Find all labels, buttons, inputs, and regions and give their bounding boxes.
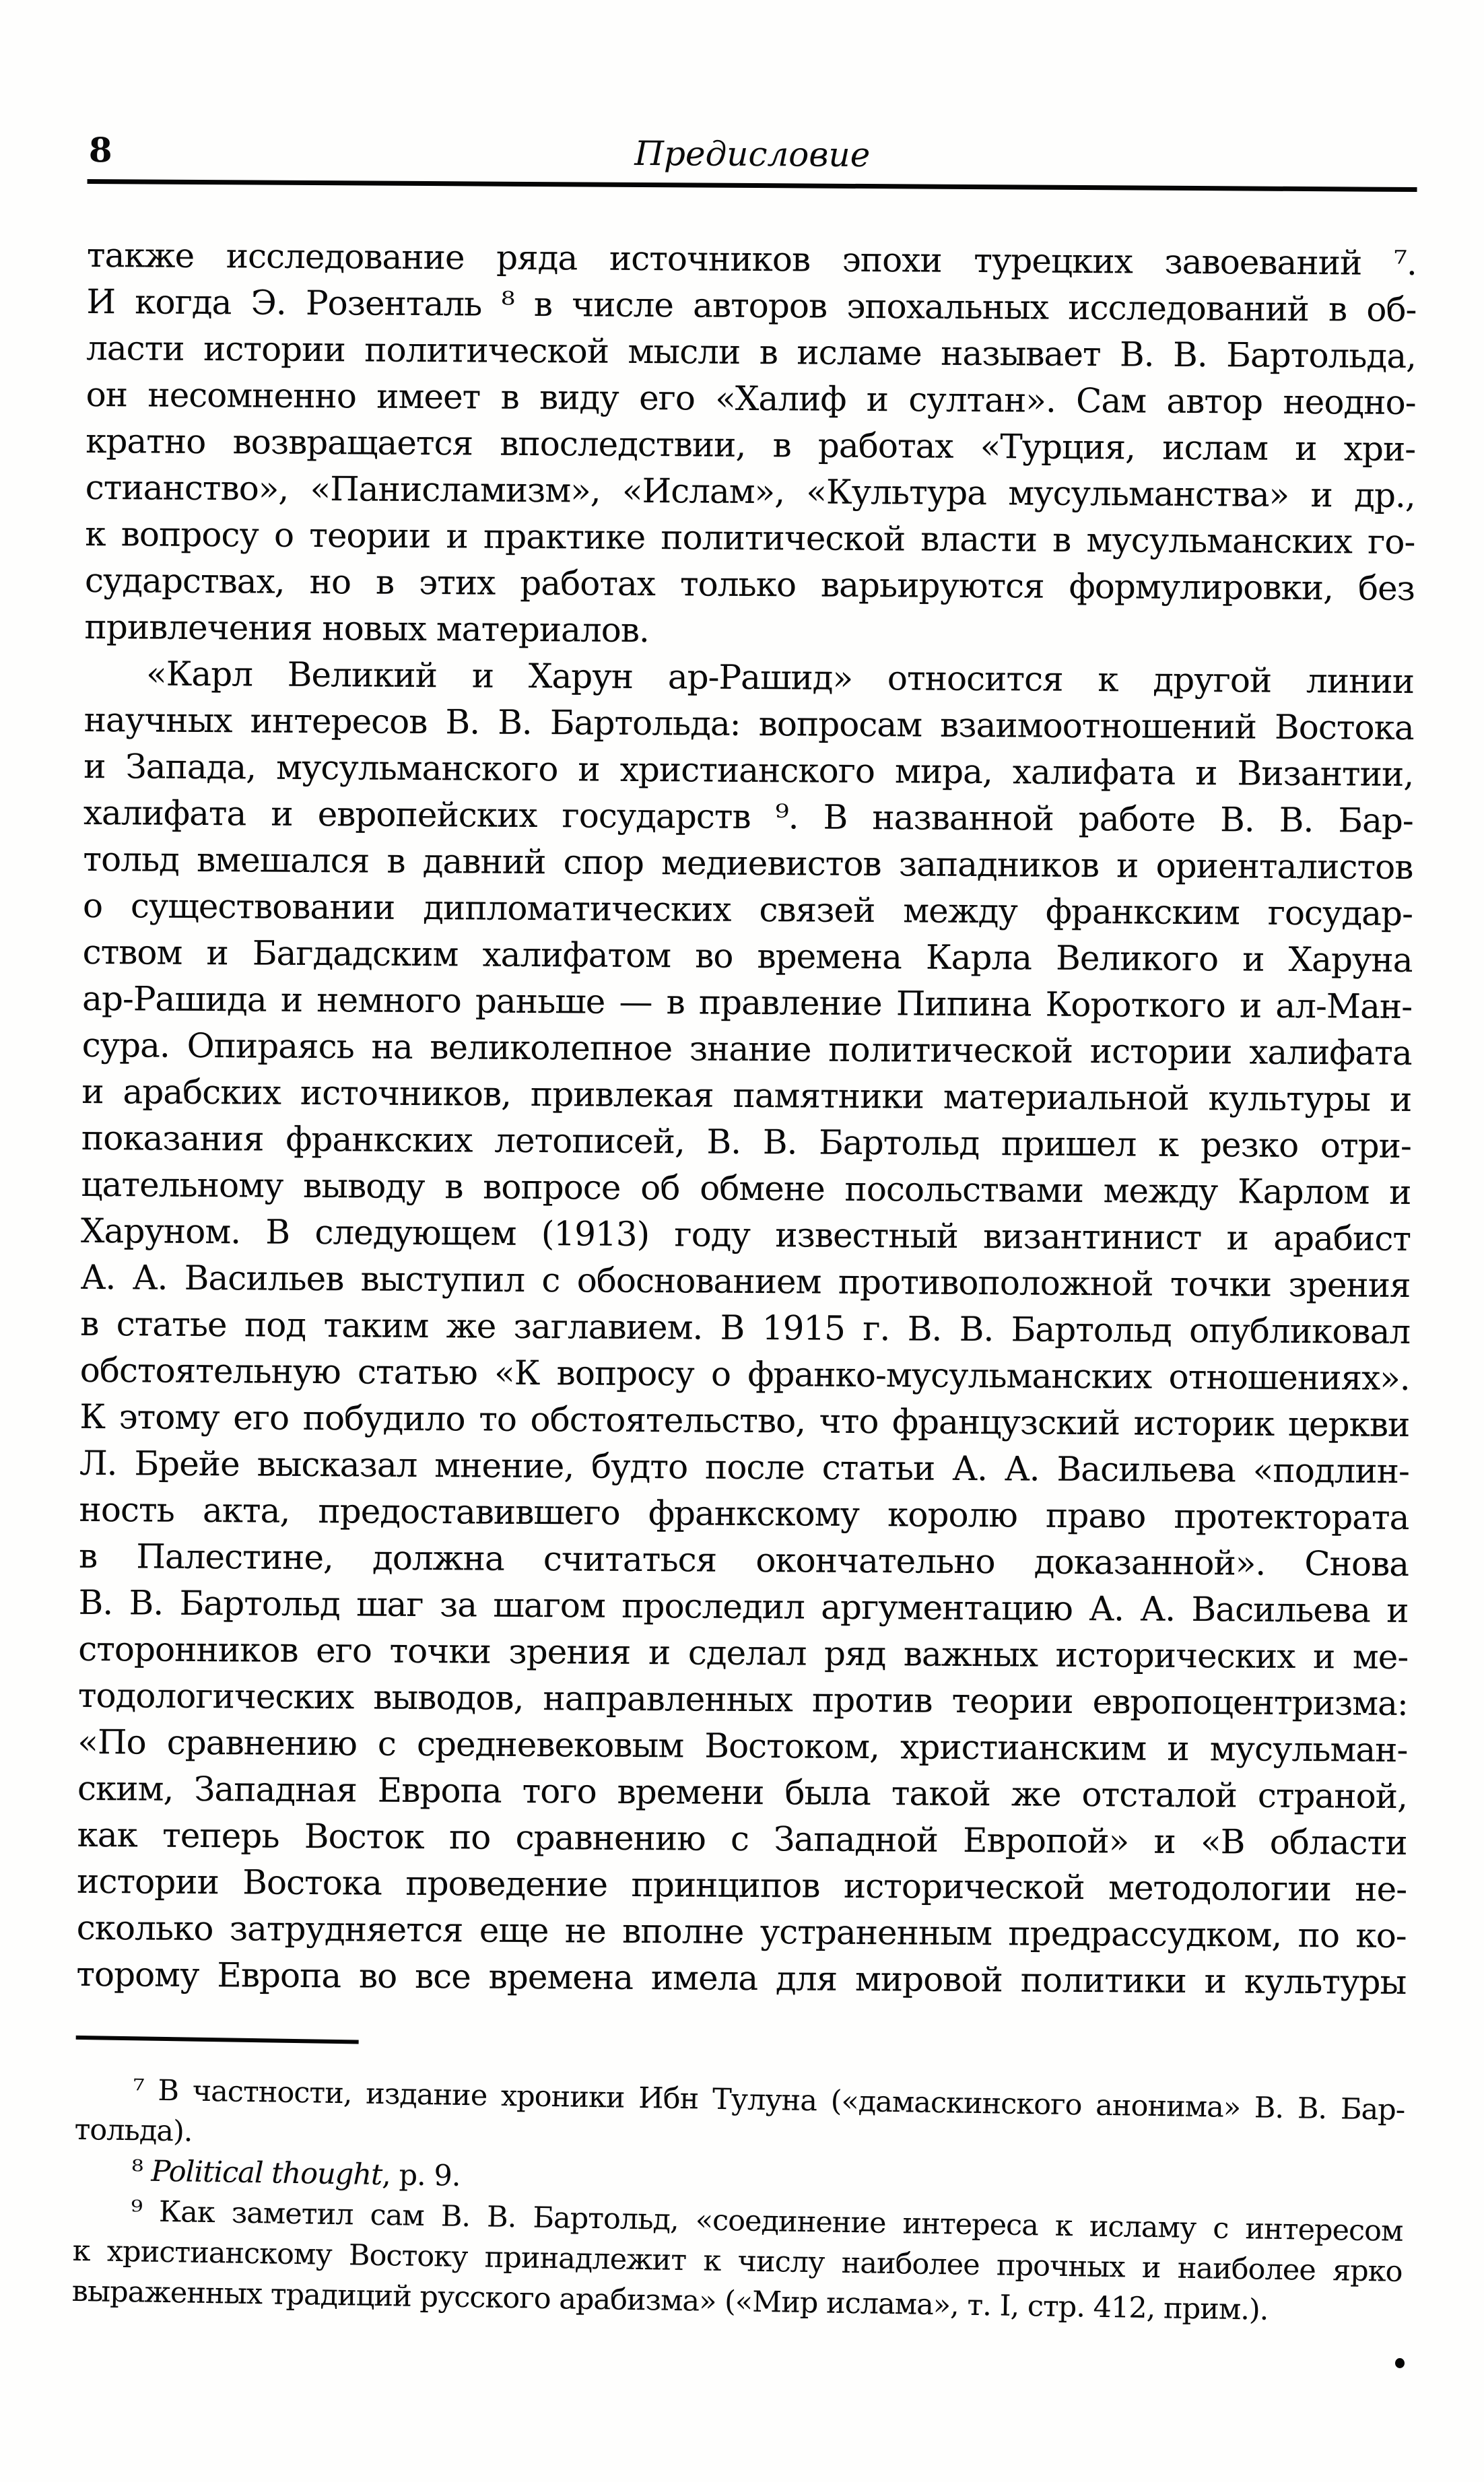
text-line: к вопросу о теории и практике политической власти в мусульманских го- [85, 514, 1415, 562]
text-line: Харуном. В следующем (1913) году известный византинист и арабист [80, 1211, 1411, 1259]
text-line: «По сравнению с средневековым Востоком, христианским и мусульман- [77, 1722, 1408, 1770]
text-line: халифата и европейских государств ⁹. В названной работе В. В. Бар- [83, 793, 1413, 841]
text-line: истории Востока проведение принципов исторической методологии не- [76, 1861, 1407, 1909]
text-line: К этому его побудило то обстоятельство, что французский историк церкви [79, 1397, 1410, 1444]
text-line: ар-Рашида и немного раньше — в правление Пипина Короткого и ал-Ман- [81, 978, 1413, 1027]
text-line: привлечения новых материалов. [84, 607, 650, 650]
text-line: ским, Западная Европа того времени была такой же отсталой страной, [77, 1768, 1408, 1816]
text-line: Л. Брейе высказал мнение, будто после статьи А. А. Васильева «подлин- [79, 1443, 1410, 1491]
footnotes [71, 2036, 1405, 2333]
footnotes-list [71, 2069, 1405, 2333]
text-line: «Карл Великий и Харун ар-Рашид» относится к другой линии [145, 654, 1415, 702]
text-line: показания франкских летописей, В. В. Бартольд пришел к резко отри- [81, 1118, 1412, 1166]
text-line: А. А. Васильев выступил с обоснованием противоположной точки зрения [80, 1257, 1411, 1305]
text-line: тодологических выводов, направленных против теории европоцентризма: [77, 1675, 1408, 1723]
text-line: тольд вмешался в давний спор медиевистов западников и ориенталистов [83, 839, 1413, 887]
text-line: сура. Опираясь на великолепное знание политической истории халифата [81, 1025, 1412, 1073]
text-line: выраженных традиций русского арабизма» («Мир ислама», т. I, стр. 412, прим.). [71, 2274, 1269, 2327]
footnote-separator-rule [76, 2036, 359, 2044]
text-line: сколько затрудняется еще не вполне устраненным предрассудком, по ко- [76, 1908, 1407, 1955]
paragraph [76, 650, 1414, 2006]
text-line: кратно возвращается впоследствии, в работах «Турция, ислам и хри- [86, 421, 1416, 469]
ink-speck [1395, 2358, 1405, 2368]
text-line: В. В. Бартольд шаг за шагом проследил аргументацию А. А. Васильева и [78, 1582, 1409, 1630]
text-line: научных интересов В. В. Бартольда: вопросам взаимоотношений Востока [83, 700, 1414, 748]
text-line: также исследование ряда источников эпохи турецких завоеваний ⁷. [86, 235, 1417, 283]
running-header [88, 131, 1417, 178]
page-number: 8 [88, 129, 112, 170]
text-line: тольда). [74, 2112, 193, 2149]
text-line: ⁹ Как заметил сам В. В. Бартольд, «соединение интереса к исламу с интересом [131, 2194, 1403, 2248]
text-line: торому Европа во все времена имела для мировой политики и культуры [76, 1954, 1407, 2002]
text-line: к христианскому Востоку принадлежит к числу наиболее прочных и наиболее ярко [72, 2234, 1403, 2289]
text-line: как теперь Восток по сравнению с Западной Европой» и «В области [77, 1815, 1407, 1863]
text-segment: , p. 9. [381, 2158, 461, 2193]
text-line: в статье под таким же заглавием. В 1915 г. В. В. Бартольд опубликовал [80, 1304, 1411, 1351]
text-line: ⁷ В частности, издание хроники Ибн Тулуна («дамаскинского анонима» В. В. Бар- [133, 2073, 1405, 2127]
text-segment: ⁸ [131, 2154, 151, 2188]
text-line: он несомненно имеет в виду его «Халиф и султан». Сам автор неодно- [86, 374, 1416, 423]
italic-text-segment: Political thought [151, 2154, 382, 2192]
text-line: стианство», «Панисламизм», «Ислам», «Культура мусульманства» и др., [85, 467, 1415, 516]
text-line: ством и Багдадским халифатом во времена Карла Великого и Харуна [82, 932, 1413, 980]
text-line: И когда Э. Розенталь ⁸ в числе авторов эпохальных исследований в об- [86, 281, 1417, 330]
paragraph [84, 232, 1417, 659]
text-line: цательному выводу в вопросе об обмене посольствами между Карлом и [81, 1164, 1411, 1213]
running-header-title: Предисловие [634, 133, 871, 175]
text-line: ласти истории политической мысли в исламе называет В. В. Бартольда, [86, 328, 1417, 376]
text-line: в Палестине, должна считаться окончательно доказанной». Снова [78, 1536, 1409, 1584]
text-line: сторонников его точки зрения и сделал ряд важных исторических и ме- [78, 1629, 1409, 1677]
page-content [71, 129, 1417, 2327]
text-line: обстоятельную статью «К вопросу о франко-мусульманских отношениях». [79, 1350, 1410, 1398]
text-line: сударствах, но в этих работах только варьируются формулировки, без [84, 560, 1415, 609]
body-text [76, 232, 1417, 2006]
text-line: о существовании дипломатических связей между франкским государ- [82, 885, 1413, 934]
text-line: и Запада, мусульманского и христианского мира, халифата и Византии, [83, 746, 1414, 795]
footnote [71, 2190, 1403, 2333]
header-rule [88, 179, 1417, 192]
text-line: ность акта, предоставившего франкскому королю право протектората [79, 1489, 1409, 1537]
text-line: и арабских источников, привлекая памятники материальной культуры и [81, 1071, 1412, 1120]
